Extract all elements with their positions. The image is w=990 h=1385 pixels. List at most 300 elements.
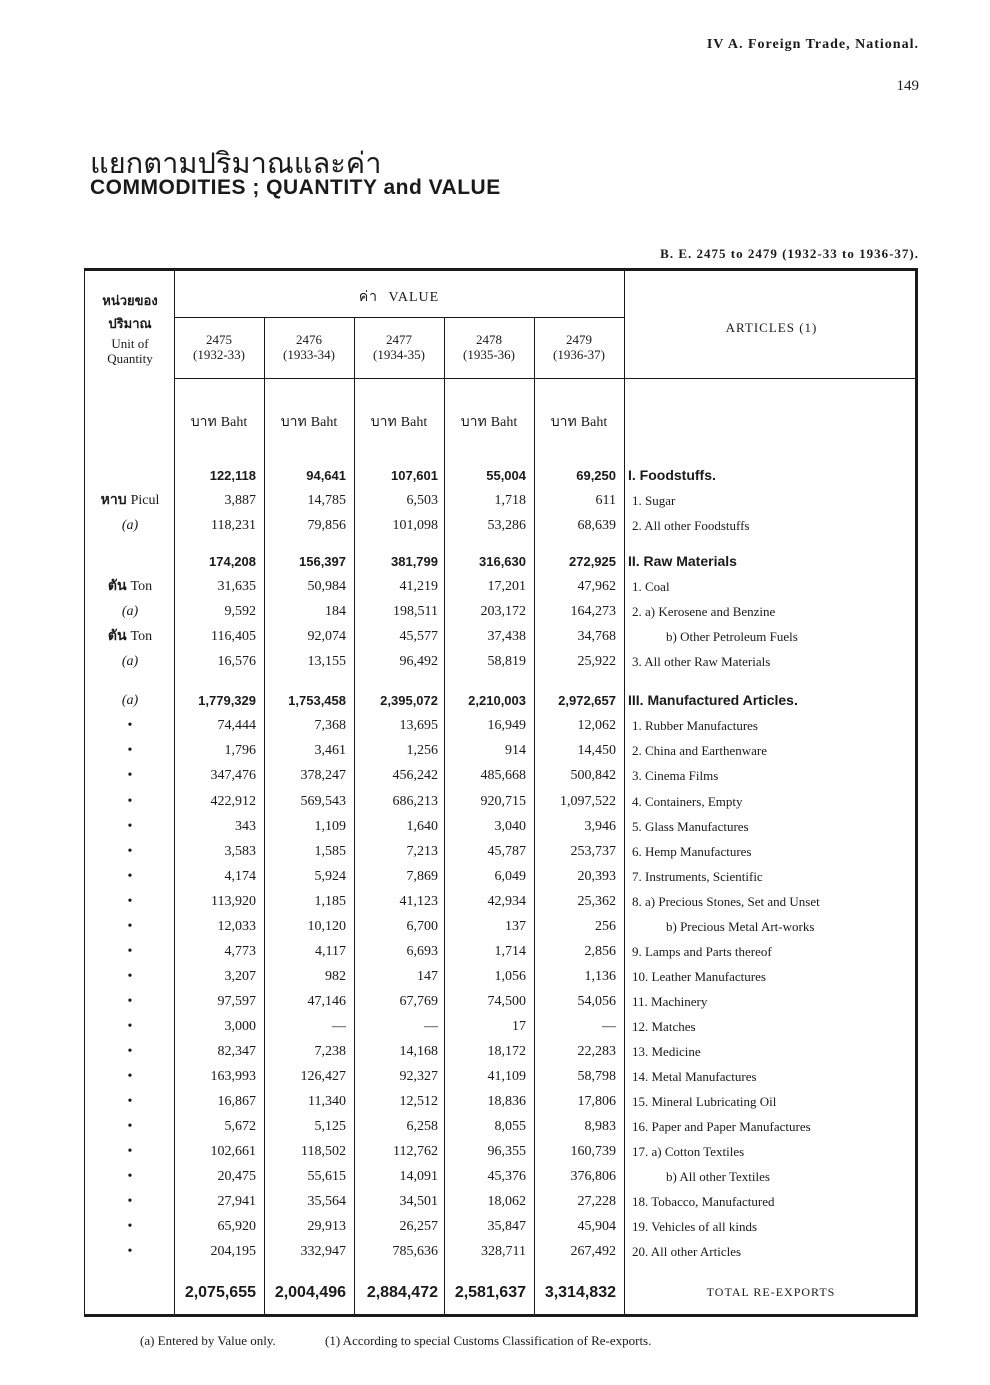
article-label: 3. All other Raw Materials: [632, 654, 771, 669]
value-cell-2479: 17,806: [577, 1094, 616, 1109]
value-cell-2477: 12,512: [399, 1094, 438, 1109]
value-cell-2475: 16,576: [217, 654, 256, 669]
year-be: 2475: [206, 332, 232, 347]
value-cell-2475: 122,118: [209, 468, 256, 483]
value-cell-2477: 6,693: [406, 944, 438, 959]
year-header: [444, 332, 534, 362]
article-label: 1. Coal: [632, 579, 670, 594]
unit-cell: [86, 814, 174, 839]
article-label: 2. All other Foodstuffs: [632, 518, 750, 533]
unit-cell: [86, 1014, 174, 1039]
currency-thai: บาท: [460, 414, 487, 430]
unit-label: •: [127, 819, 133, 834]
footnotes: [140, 1333, 697, 1349]
value-cell-2477: 456,242: [392, 768, 438, 783]
value-cell-2479: 160,739: [570, 1144, 616, 1159]
article-label: 11. Machinery: [632, 994, 708, 1009]
value-cell-2477: 101,098: [392, 518, 438, 533]
article-label: 2. a) Kerosene and Benzine: [632, 604, 776, 619]
article-label: TOTAL RE-EXPORTS: [706, 1285, 836, 1299]
table-row: [86, 889, 916, 914]
value-cell-2477: 41,123: [399, 894, 438, 909]
value-cell-2479: 47,962: [577, 579, 616, 594]
currency-english: Baht: [310, 415, 338, 430]
page-number: 149: [896, 78, 919, 94]
value-cell-2475: 3,000: [224, 1019, 256, 1034]
unit-cell: [86, 839, 174, 864]
value-cell-2476: 11,340: [308, 1094, 346, 1109]
value-cell-2478: 17,201: [487, 579, 526, 594]
value-cell-2476: 5,125: [314, 1119, 346, 1134]
value-cell-2476: 1,585: [314, 844, 346, 859]
article-label: b) Other Petroleum Fuels: [666, 629, 798, 644]
article-label: 12. Matches: [632, 1019, 696, 1034]
footnote-1: (1) According to special Customs Classification of Re-exports.: [324, 1333, 652, 1348]
article-label: 16. Paper and Paper Manufactures: [632, 1119, 811, 1134]
table-row: [86, 488, 916, 513]
unit-cell: [86, 1239, 174, 1264]
unit-label: Ton: [130, 629, 153, 644]
value-cell-2479: 8,983: [584, 1119, 616, 1134]
table-row: [86, 839, 916, 864]
value-cell-2479: 25,922: [577, 654, 616, 669]
unit-header-thai-1: หน่วยของ: [102, 294, 158, 309]
value-cell-2478: 16,949: [487, 718, 526, 733]
value-cell-2479: 58,798: [577, 1069, 616, 1084]
value-cell-2479: 22,283: [577, 1044, 616, 1059]
table-row: [86, 964, 916, 989]
unit-cell: [86, 574, 174, 599]
value-cell-2479: 272,925: [569, 554, 616, 569]
value-cell-2476: 5,924: [314, 869, 346, 884]
value-cell-2478: 328,711: [481, 1244, 526, 1259]
value-cell-2475: 3,887: [224, 493, 256, 508]
currency-label: [534, 411, 624, 433]
article-label: 17. a) Cotton Textiles: [632, 1144, 745, 1159]
unit-label: •: [127, 869, 133, 884]
unit-thai: หาบ: [100, 492, 127, 508]
article-label: 9. Lamps and Parts thereof: [632, 944, 772, 959]
value-cell-2476: 55,615: [307, 1169, 346, 1184]
value-cell-2475: 3,583: [224, 844, 256, 859]
value-cell-2479: 3,946: [584, 819, 616, 834]
value-cell-2477: 1,640: [406, 819, 438, 834]
value-cell-2477: 45,577: [399, 629, 438, 644]
value-cell-2475: 3,207: [224, 969, 256, 984]
article-label: I. Foodstuffs.: [628, 467, 716, 483]
unit-label: (a): [121, 518, 139, 533]
value-cell-2478: 2,210,003: [468, 693, 526, 708]
year-ce: (1936-37): [553, 347, 605, 362]
unit-cell: [86, 964, 174, 989]
articles-column-header: ARTICLES (1): [725, 320, 818, 335]
value-cell-2476: 156,397: [299, 554, 346, 569]
unit-label: •: [127, 743, 133, 758]
section-row: [86, 688, 916, 713]
header-rule: [174, 378, 918, 379]
value-cell-2475: 4,773: [224, 944, 256, 959]
unit-label: •: [127, 844, 133, 859]
unit-thai: ตัน: [107, 578, 127, 594]
unit-header-en-2: Quantity: [107, 351, 153, 366]
value-cell-2478: 18,062: [487, 1194, 526, 1209]
unit-cell: [86, 864, 174, 889]
value-cell-2477: 67,769: [399, 994, 438, 1009]
value-cell-2476: 184: [325, 604, 346, 619]
value-cell-2475: 20,475: [217, 1169, 256, 1184]
year-ce: (1934-35): [373, 347, 425, 362]
unit-cell: [86, 463, 174, 488]
value-cell-2478: 1,714: [494, 944, 526, 959]
article-label: 2. China and Earthenware: [632, 743, 768, 758]
year-ce: (1935-36): [463, 347, 515, 362]
value-cell-2476: 4,117: [315, 944, 346, 959]
unit-label: •: [127, 994, 133, 1009]
unit-label: •: [127, 1144, 133, 1159]
article-label: 20. All other Articles: [632, 1244, 742, 1259]
value-cell-2479: 54,056: [577, 994, 616, 1009]
value-cell-2479: 164,273: [570, 604, 616, 619]
year-be: 2476: [296, 332, 322, 347]
value-cell-2478: 53,286: [487, 518, 526, 533]
value-cell-2475: 12,033: [217, 919, 256, 934]
value-cell-2476: 378,247: [300, 768, 346, 783]
value-cell-2478: 17: [512, 1019, 526, 1034]
value-cell-2476: 10,120: [307, 919, 346, 934]
value-cell-2476: 1,753,458: [288, 693, 346, 708]
unit-label: Ton: [130, 579, 153, 594]
value-cell-2479: 611: [595, 493, 616, 508]
unit-cell: [86, 649, 174, 674]
table-row: [86, 1114, 916, 1139]
currency-thai: บาท: [550, 414, 577, 430]
unit-cell: [86, 1114, 174, 1139]
table-row: [86, 574, 916, 599]
unit-label: •: [127, 1169, 133, 1184]
value-cell-2478: 316,630: [479, 554, 526, 569]
article-label: 4. Containers, Empty: [632, 794, 743, 809]
table-row: [86, 1239, 916, 1264]
value-cell-2476: 2,004,496: [274, 1284, 346, 1301]
value-column-header: [174, 286, 624, 308]
unit-header-thai-2: ปริมาณ: [108, 317, 152, 332]
value-cell-2479: 27,228: [577, 1194, 616, 1209]
article-label: 18. Tobacco, Manufactured: [632, 1194, 775, 1209]
footnote-a: (a) Entered by Value only.: [140, 1333, 276, 1348]
title-english: COMMODITIES ; QUANTITY and VALUE: [90, 176, 501, 199]
value-cell-2478: 35,847: [487, 1219, 526, 1234]
year-header: [174, 332, 264, 362]
value-cell-2475: 9,592: [224, 604, 256, 619]
unit-cell: [86, 763, 174, 788]
value-cell-2478: 914: [505, 743, 526, 758]
unit-cell: [86, 789, 174, 814]
value-cell-2476: 1,109: [314, 819, 346, 834]
value-cell-2476: 13,155: [307, 654, 346, 669]
value-cell-2478: 920,715: [480, 794, 526, 809]
unit-label: •: [127, 969, 133, 984]
value-cell-2477: 112,762: [393, 1144, 438, 1159]
table-row: [86, 624, 916, 649]
value-cell-2476: 79,856: [307, 518, 346, 533]
unit-label: •: [127, 1069, 133, 1084]
unit-column-header: [86, 290, 174, 366]
unit-cell: [86, 599, 174, 624]
value-cell-2476: 118,502: [301, 1144, 346, 1159]
value-cell-2475: 31,635: [217, 579, 256, 594]
year-be: 2479: [566, 332, 592, 347]
unit-cell: [86, 1064, 174, 1089]
value-cell-2477: 198,511: [393, 604, 438, 619]
currency-label: [354, 411, 444, 433]
value-cell-2479: 14,450: [577, 743, 616, 758]
unit-cell: [86, 914, 174, 939]
unit-cell: [86, 1189, 174, 1214]
value-cell-2479: 3,314,832: [544, 1284, 616, 1301]
article-label: 8. a) Precious Stones, Set and Unset: [632, 894, 820, 909]
value-cell-2475: 27,941: [217, 1194, 256, 1209]
value-cell-2475: 118,231: [211, 518, 256, 533]
unit-label: •: [127, 768, 133, 783]
currency-english: Baht: [490, 415, 518, 430]
unit-label: •: [127, 894, 133, 909]
value-cell-2477: 13,695: [399, 718, 438, 733]
unit-cell: [86, 624, 174, 649]
value-cell-2475: 74,444: [217, 718, 256, 733]
unit-cell: [86, 1139, 174, 1164]
value-cell-2477: 92,327: [399, 1069, 438, 1084]
value-cell-2479: 34,768: [577, 629, 616, 644]
year-header: [534, 332, 624, 362]
value-cell-2479: —: [602, 1019, 616, 1034]
value-cell-2478: 6,049: [494, 869, 526, 884]
value-cell-2478: 58,819: [487, 654, 526, 669]
value-cell-2477: 34,501: [399, 1194, 438, 1209]
value-cell-2479: 20,393: [577, 869, 616, 884]
value-cell-2475: 65,920: [217, 1219, 256, 1234]
table-row: [86, 1039, 916, 1064]
value-cell-2476: 14,785: [307, 493, 346, 508]
unit-cell: [86, 1039, 174, 1064]
unit-cell: [86, 1089, 174, 1114]
value-cell-2475: 102,661: [210, 1144, 256, 1159]
currency-thai: บาท: [370, 414, 397, 430]
unit-label: (a): [121, 604, 139, 619]
unit-thai: ตัน: [107, 628, 127, 644]
table-row: [86, 1139, 916, 1164]
value-cell-2475: 1,796: [224, 743, 256, 758]
unit-header-en-1: Unit of: [111, 336, 149, 351]
unit-label: •: [127, 1244, 133, 1259]
value-cell-2475: 116,405: [211, 629, 256, 644]
value-header-english: VALUE: [388, 290, 440, 305]
unit-cell: [86, 688, 174, 713]
value-cell-2478: 3,040: [494, 819, 526, 834]
value-cell-2476: —: [332, 1019, 346, 1034]
article-label: 7. Instruments, Scientific: [632, 869, 763, 884]
value-cell-2477: 785,636: [392, 1244, 438, 1259]
value-cell-2479: 1,097,522: [560, 794, 616, 809]
table-row: [86, 1064, 916, 1089]
unit-cell: [86, 513, 174, 538]
value-cell-2479: 376,806: [570, 1169, 616, 1184]
value-cell-2475: 82,347: [217, 1044, 256, 1059]
value-cell-2478: 96,355: [487, 1144, 526, 1159]
value-cell-2475: 422,912: [210, 794, 256, 809]
unit-cell: [86, 939, 174, 964]
value-cell-2475: 163,993: [210, 1069, 256, 1084]
value-cell-2476: 47,146: [307, 994, 346, 1009]
value-cell-2479: 253,737: [570, 844, 616, 859]
value-cell-2476: 7,238: [314, 1044, 346, 1059]
value-cell-2479: 256: [595, 919, 616, 934]
value-cell-2479: 69,250: [576, 468, 616, 483]
value-cell-2479: 68,639: [577, 518, 616, 533]
value-header-rule: [174, 317, 624, 318]
article-label: 10. Leather Manufactures: [632, 969, 766, 984]
table-row: [86, 1189, 916, 1214]
value-cell-2476: 92,074: [307, 629, 346, 644]
unit-cell: [86, 738, 174, 763]
value-cell-2477: 6,503: [406, 493, 438, 508]
article-label: 3. Cinema Films: [632, 768, 719, 783]
currency-english: Baht: [220, 415, 248, 430]
value-cell-2477: 147: [417, 969, 438, 984]
value-cell-2479: 45,904: [577, 1219, 616, 1234]
value-cell-2476: 569,543: [300, 794, 346, 809]
table-row: [86, 763, 916, 788]
article-label: III. Manufactured Articles.: [628, 692, 798, 708]
value-cell-2477: —: [424, 1019, 438, 1034]
value-cell-2475: 343: [235, 819, 256, 834]
value-cell-2476: 1,185: [314, 894, 346, 909]
article-label: 19. Vehicles of all kinds: [632, 1219, 758, 1234]
value-cell-2479: 12,062: [577, 718, 616, 733]
table-row: [86, 1089, 916, 1114]
year-header: [354, 332, 444, 362]
value-cell-2479: 25,362: [577, 894, 616, 909]
table-row: [86, 649, 916, 674]
year-ce: (1933-34): [283, 347, 335, 362]
table-row: [86, 939, 916, 964]
article-label: 1. Rubber Manufactures: [632, 718, 758, 733]
unit-label: (a): [121, 654, 139, 669]
table-row: [86, 513, 916, 538]
unit-cell: [86, 1164, 174, 1189]
value-cell-2478: 42,934: [487, 894, 526, 909]
currency-label: [444, 411, 534, 433]
value-cell-2478: 1,056: [494, 969, 526, 984]
unit-label: •: [127, 718, 133, 733]
value-cell-2477: 1,256: [406, 743, 438, 758]
period-range: B. E. 2475 to 2479 (1932-33 to 1936-37).: [660, 246, 919, 261]
table-row: [86, 864, 916, 889]
value-cell-2478: 74,500: [487, 994, 526, 1009]
article-label: b) All other Textiles: [666, 1169, 770, 1184]
value-cell-2476: 35,564: [307, 1194, 346, 1209]
unit-label: •: [127, 944, 133, 959]
value-cell-2477: 96,492: [399, 654, 438, 669]
value-cell-2477: 14,091: [399, 1169, 438, 1184]
unit-label: •: [127, 919, 133, 934]
year-be: 2478: [476, 332, 502, 347]
value-cell-2478: 18,172: [487, 1044, 526, 1059]
unit-cell: [86, 1214, 174, 1239]
unit-label: •: [127, 1194, 133, 1209]
section-row: [86, 549, 916, 574]
value-cell-2477: 6,700: [406, 919, 438, 934]
currency-english: Baht: [400, 415, 428, 430]
section-header: IV A. Foreign Trade, National.: [706, 37, 919, 52]
unit-cell: [86, 889, 174, 914]
value-cell-2475: 1,779,329: [198, 693, 256, 708]
value-cell-2478: 137: [505, 919, 526, 934]
value-cell-2475: 347,476: [210, 768, 256, 783]
value-cell-2477: 686,213: [392, 794, 438, 809]
article-label: 14. Metal Manufactures: [632, 1069, 757, 1084]
value-cell-2475: 113,920: [211, 894, 256, 909]
value-cell-2475: 204,195: [210, 1244, 256, 1259]
article-label: 1. Sugar: [632, 493, 676, 508]
value-cell-2478: 485,668: [480, 768, 526, 783]
value-cell-2477: 14,168: [399, 1044, 438, 1059]
table-row: [86, 738, 916, 763]
article-label: 5. Glass Manufactures: [632, 819, 749, 834]
article-label: 15. Mineral Lubricating Oil: [632, 1094, 777, 1109]
unit-cell: [86, 989, 174, 1014]
value-cell-2477: 26,257: [399, 1219, 438, 1234]
value-cell-2477: 41,219: [399, 579, 438, 594]
value-cell-2476: 3,461: [314, 743, 346, 758]
table-row: [86, 599, 916, 624]
unit-label: •: [127, 1019, 133, 1034]
article-label: 13. Medicine: [632, 1044, 701, 1059]
value-cell-2475: 97,597: [217, 994, 256, 1009]
year-header: [264, 332, 354, 362]
value-cell-2477: 7,213: [406, 844, 438, 859]
value-cell-2477: 2,395,072: [380, 693, 438, 708]
value-cell-2478: 37,438: [487, 629, 526, 644]
currency-thai: บาท: [190, 414, 217, 430]
table-row: [86, 1164, 916, 1189]
value-cell-2475: 174,208: [209, 554, 256, 569]
table-row: [86, 814, 916, 839]
table-row: [86, 989, 916, 1014]
unit-cell: [86, 549, 174, 574]
value-cell-2476: 94,641: [306, 468, 346, 483]
value-cell-2478: 45,376: [487, 1169, 526, 1184]
unit-label: •: [127, 1094, 133, 1109]
total-row: [86, 1280, 916, 1305]
currency-label: [264, 411, 354, 433]
value-header-thai: ค่า: [358, 289, 379, 305]
year-be: 2477: [386, 332, 412, 347]
table-row: [86, 1214, 916, 1239]
value-cell-2477: 107,601: [391, 468, 438, 483]
value-cell-2479: 2,856: [584, 944, 616, 959]
value-cell-2475: 16,867: [217, 1094, 256, 1109]
value-cell-2475: 5,672: [224, 1119, 256, 1134]
unit-cell: [86, 488, 174, 513]
value-cell-2478: 18,836: [487, 1094, 526, 1109]
unit-cell: [86, 713, 174, 738]
value-cell-2478: 1,718: [494, 493, 526, 508]
currency-english: Baht: [580, 415, 608, 430]
value-cell-2477: 6,258: [406, 1119, 438, 1134]
value-cell-2477: 381,799: [391, 554, 438, 569]
unit-label: •: [127, 1219, 133, 1234]
article-label: II. Raw Materials: [628, 553, 737, 569]
